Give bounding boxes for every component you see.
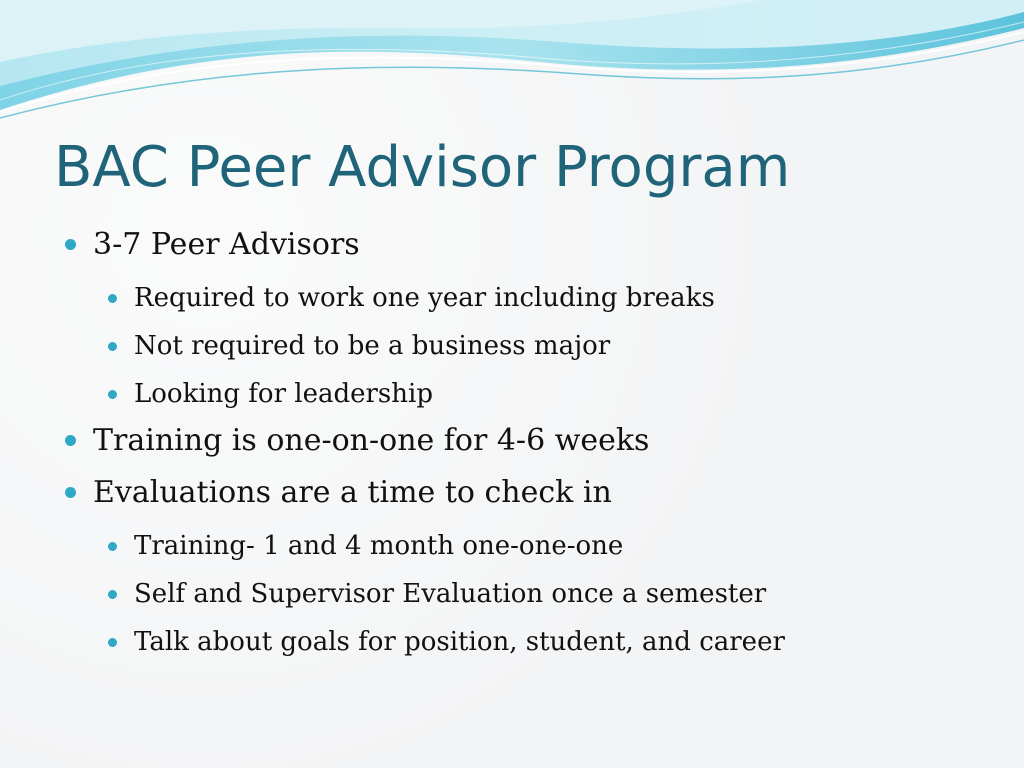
- bullet-dot-icon: [108, 542, 117, 551]
- sub-bullet-item: [60, 522, 1000, 570]
- bullet-text: Training- 1 and 4 month one-one-one: [134, 531, 624, 561]
- bullet-text: Evaluations are a time to check in: [93, 475, 612, 510]
- sub-bullet-item: [60, 322, 1000, 370]
- bullet-item: [60, 418, 1000, 470]
- bullet-list: [60, 222, 1000, 666]
- bullet-item: [60, 470, 1000, 522]
- sub-bullet-item: [60, 570, 1000, 618]
- bullet-dot-icon: [65, 239, 76, 250]
- bullet-dot-icon: [108, 590, 117, 599]
- wave-header-decoration: [0, 0, 1024, 130]
- slide-title: BAC Peer Advisor Program: [54, 135, 791, 200]
- sub-bullet-item: [60, 370, 1000, 418]
- bullet-dot-icon: [108, 390, 117, 399]
- bullet-text: Required to work one year including breaks: [134, 283, 715, 313]
- bullet-dot-icon: [65, 435, 76, 446]
- bullet-text: 3-7 Peer Advisors: [93, 227, 360, 262]
- bullet-text: Not required to be a business major: [134, 331, 611, 361]
- sub-bullet-item: [60, 274, 1000, 322]
- bullet-text: Talk about goals for position, student, and career: [134, 627, 785, 657]
- bullet-dot-icon: [65, 487, 76, 498]
- bullet-text: Looking for leadership: [134, 379, 433, 409]
- sub-bullet-item: [60, 618, 1000, 666]
- bullet-dot-icon: [108, 638, 117, 647]
- bullet-dot-icon: [108, 342, 117, 351]
- bullet-text: Training is one-on-one for 4-6 weeks: [93, 423, 650, 458]
- bullet-dot-icon: [108, 294, 117, 303]
- bullet-text: Self and Supervisor Evaluation once a semester: [134, 579, 767, 609]
- bullet-item: [60, 222, 1000, 274]
